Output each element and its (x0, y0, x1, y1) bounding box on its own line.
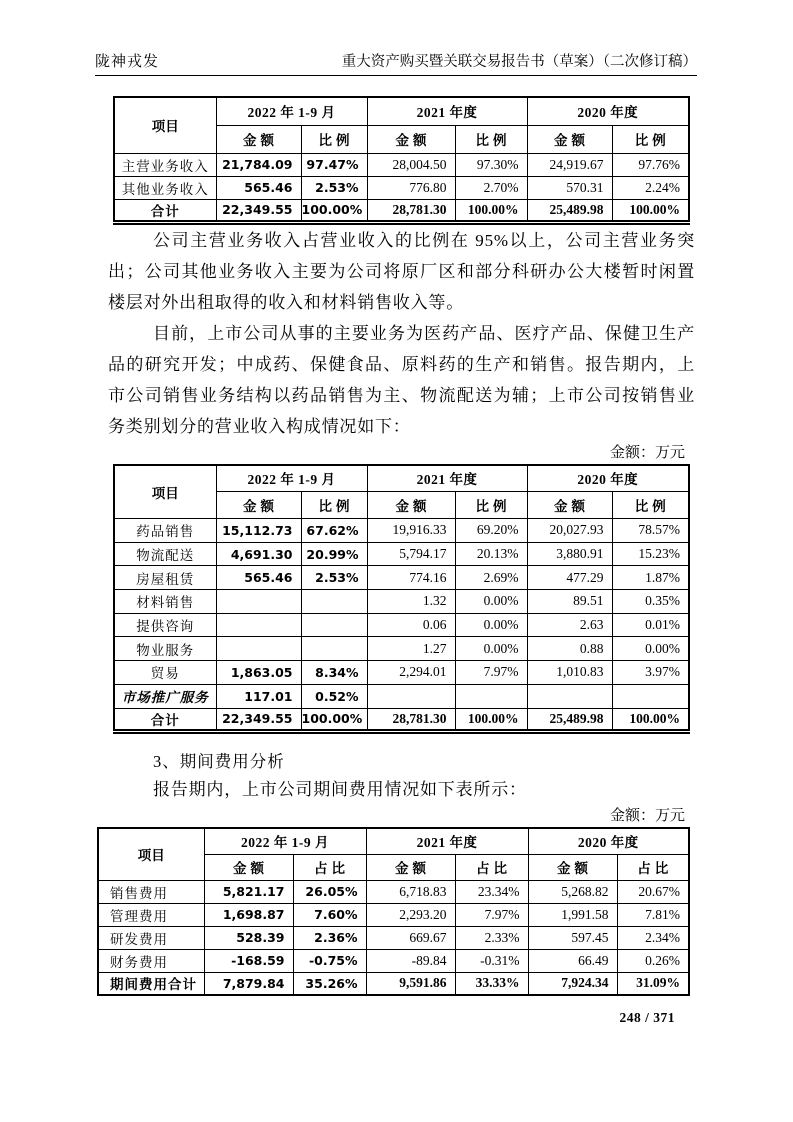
cell-value: 0.00% (455, 613, 527, 637)
cell-value: 100.00% (612, 708, 689, 732)
cell-value: 24,919.67 (527, 153, 612, 176)
cell-value: 565.46 (216, 176, 301, 199)
cell-value: 100.00% (455, 199, 527, 222)
column-header-period: 2021 年度 (366, 828, 528, 854)
cell-value: 0.00% (455, 637, 527, 661)
cell-value: 15,112.73 (216, 519, 301, 543)
paragraph-business-description: 目前，上市公司从事的主要业务为医药产品、医疗产品、保健卫生产品的研究开发；中成药、保健食品、原料药的生产和销售。报告期内，上市公司销售业务结构以药品销售为主、物流配送为辅；上市公司按销售业务类别划分的营业收入构成情况如下： (108, 323, 695, 436)
row-label: 合计 (114, 199, 216, 222)
table-row (114, 176, 689, 199)
cell-value: 1.27 (367, 637, 455, 661)
cell-value: 25,489.98 (527, 199, 612, 222)
cell-value: 2.69% (455, 566, 527, 590)
page-header (95, 53, 697, 76)
column-subheader: 比例 (455, 125, 527, 153)
cell-value: 20.67% (617, 880, 689, 903)
cell-value: 33.33% (455, 972, 528, 995)
paragraph-expense-intro: 报告期内，上市公司期间费用情况如下表所示： (153, 780, 527, 800)
cell-value: 0.00% (612, 637, 689, 661)
cell-value: 2.53% (301, 176, 367, 199)
row-label: 管理费用 (98, 903, 204, 926)
table-row (114, 542, 689, 566)
cell-value: 3.97% (612, 661, 689, 685)
column-subheader: 金额 (527, 492, 612, 519)
table-row (114, 566, 689, 590)
cell-value: 7.81% (617, 903, 689, 926)
column-subheader: 占比 (617, 854, 689, 880)
cell-value: 2.33% (455, 926, 528, 949)
cell-value: 0.88 (527, 637, 612, 661)
unit-label: 金额：万元 (609, 444, 685, 461)
row-label: 财务费用 (98, 949, 204, 972)
cell-value: 20.13% (455, 542, 527, 566)
column-subheader: 金额 (528, 854, 617, 880)
cell-value: 15.23% (612, 542, 689, 566)
cell-value: 69.20% (455, 519, 527, 543)
column-header-period: 2021 年度 (367, 465, 527, 492)
row-label: 房屋租赁 (114, 566, 216, 590)
cell-value (301, 590, 367, 614)
cell-value: 67.62% (301, 519, 367, 543)
row-label: 销售费用 (98, 880, 204, 903)
cell-value: 2,294.01 (367, 661, 455, 685)
cell-value: 26.05% (293, 880, 366, 903)
cell-value: 9,591.86 (366, 972, 455, 995)
period-expenses-table (97, 827, 690, 996)
cell-value (301, 637, 367, 661)
section-heading: 3、期间费用分析 (153, 752, 285, 772)
table-row (98, 949, 689, 972)
cell-value: 100.00% (301, 199, 367, 222)
column-subheader: 比例 (301, 125, 367, 153)
column-header-period: 2021 年度 (367, 97, 527, 125)
cell-value: 2.36% (293, 926, 366, 949)
cell-value: -0.31% (455, 949, 528, 972)
row-label: 贸易 (114, 661, 216, 685)
cell-value: 0.00% (455, 590, 527, 614)
cell-value: 23.34% (455, 880, 528, 903)
column-subheader: 占比 (455, 854, 528, 880)
unit-label-2: 金额：万元 (609, 808, 685, 825)
column-header-period: 2022 年 1-9 月 (216, 97, 367, 125)
table-row (114, 153, 689, 176)
table-row (114, 590, 689, 614)
cell-value: 776.80 (367, 176, 455, 199)
revenue-structure-table (113, 96, 690, 225)
column-header-period: 2022 年 1-9 月 (216, 465, 367, 492)
cell-value (216, 637, 301, 661)
cell-value: 6,718.83 (366, 880, 455, 903)
column-header-period: 2020 年度 (527, 97, 689, 125)
cell-value: 597.45 (528, 926, 617, 949)
column-header-item: 项目 (98, 828, 204, 880)
table-row (114, 519, 689, 543)
cell-value: 0.52% (301, 684, 367, 708)
table-row (98, 972, 689, 995)
table-row (114, 684, 689, 708)
cell-value: 5,268.82 (528, 880, 617, 903)
column-subheader: 金额 (367, 492, 455, 519)
column-header-period: 2020 年度 (527, 465, 689, 492)
cell-value: 7.97% (455, 661, 527, 685)
cell-value: 19,916.33 (367, 519, 455, 543)
cell-value: 7.60% (293, 903, 366, 926)
cell-value: 2.34% (617, 926, 689, 949)
cell-value: 21,784.09 (216, 153, 301, 176)
cell-value: 1,991.58 (528, 903, 617, 926)
cell-value: 669.67 (366, 926, 455, 949)
row-label: 药品销售 (114, 519, 216, 543)
cell-value (216, 613, 301, 637)
page-number: 248 / 371 (619, 1010, 675, 1026)
cell-value: 4,691.30 (216, 542, 301, 566)
cell-value (612, 684, 689, 708)
column-subheader: 金额 (204, 854, 293, 880)
cell-value: 5,794.17 (367, 542, 455, 566)
table-row (114, 708, 689, 732)
column-subheader: 比例 (301, 492, 367, 519)
cell-value: 7.97% (455, 903, 528, 926)
cell-value: 28,781.30 (367, 199, 455, 222)
row-label: 物业服务 (114, 637, 216, 661)
row-label: 提供咨询 (114, 613, 216, 637)
table-row (114, 661, 689, 685)
row-label: 市场推广服务 (114, 684, 216, 708)
cell-value: 0.35% (612, 590, 689, 614)
header-document-title: 重大资产购买暨关联交易报告书（草案）（二次修订稿） (341, 54, 697, 70)
revenue-by-category-table (113, 464, 690, 735)
column-header-period: 2022 年 1-9 月 (204, 828, 366, 854)
cell-value: 28,004.50 (367, 153, 455, 176)
cell-value (216, 590, 301, 614)
table-row (114, 199, 689, 222)
cell-value: 31.09% (617, 972, 689, 995)
cell-value: 100.00% (455, 708, 527, 732)
cell-value: 570.31 (527, 176, 612, 199)
column-subheader: 金额 (527, 125, 612, 153)
cell-value: 97.47% (301, 153, 367, 176)
cell-value (455, 684, 527, 708)
cell-value: 22,349.55 (216, 199, 301, 222)
cell-value: 2.53% (301, 566, 367, 590)
cell-value: 2.24% (612, 176, 689, 199)
cell-value: 7,879.84 (204, 972, 293, 995)
table-row (114, 637, 689, 661)
table-row (98, 880, 689, 903)
cell-value: 5,821.17 (204, 880, 293, 903)
column-subheader: 占比 (293, 854, 366, 880)
cell-value (527, 684, 612, 708)
cell-value: 100.00% (612, 199, 689, 222)
cell-value: -168.59 (204, 949, 293, 972)
cell-value: 8.34% (301, 661, 367, 685)
cell-value: 117.01 (216, 684, 301, 708)
cell-value: 7,924.34 (528, 972, 617, 995)
cell-value: 1.32 (367, 590, 455, 614)
header-company-name: 陇神戎发 (95, 54, 160, 70)
column-header-period: 2020 年度 (528, 828, 689, 854)
cell-value: 2.70% (455, 176, 527, 199)
column-subheader: 比例 (455, 492, 527, 519)
column-subheader: 比例 (612, 125, 689, 153)
cell-value: 28,781.30 (367, 708, 455, 732)
cell-value: -0.75% (293, 949, 366, 972)
column-header-item: 项目 (114, 465, 216, 519)
column-subheader: 金额 (366, 854, 455, 880)
cell-value: 25,489.98 (527, 708, 612, 732)
row-label: 其他业务收入 (114, 176, 216, 199)
cell-value: 0.26% (617, 949, 689, 972)
cell-value: 1.87% (612, 566, 689, 590)
table-row (114, 613, 689, 637)
row-label: 物流配送 (114, 542, 216, 566)
cell-value: 3,880.91 (527, 542, 612, 566)
row-label: 主营业务收入 (114, 153, 216, 176)
cell-value: 66.49 (528, 949, 617, 972)
column-subheader: 比例 (612, 492, 689, 519)
column-subheader: 金额 (216, 492, 301, 519)
cell-value: 2,293.20 (366, 903, 455, 926)
cell-value: 1,010.83 (527, 661, 612, 685)
cell-value (367, 684, 455, 708)
cell-value: -89.84 (366, 949, 455, 972)
cell-value: 22,349.55 (216, 708, 301, 732)
cell-value: 1,698.87 (204, 903, 293, 926)
cell-value: 528.39 (204, 926, 293, 949)
paragraph-revenue-analysis: 公司主营业务收入占营业收入的比例在 95%以上，公司主营业务突出；公司其他业务收入主要为公司将原厂区和部分科研办公大楼暂时闲置楼层对外出租取得的收入和材料销售收入等。 (108, 230, 695, 312)
cell-value: 20.99% (301, 542, 367, 566)
table-row (98, 926, 689, 949)
cell-value: 2.63 (527, 613, 612, 637)
column-header-item: 项目 (114, 97, 216, 153)
cell-value: 565.46 (216, 566, 301, 590)
table-row (98, 903, 689, 926)
row-label: 材料销售 (114, 590, 216, 614)
cell-value: 0.06 (367, 613, 455, 637)
cell-value: 89.51 (527, 590, 612, 614)
cell-value: 78.57% (612, 519, 689, 543)
cell-value: 35.26% (293, 972, 366, 995)
column-subheader: 金额 (367, 125, 455, 153)
cell-value: 774.16 (367, 566, 455, 590)
cell-value (301, 613, 367, 637)
row-label: 合计 (114, 708, 216, 732)
cell-value: 1,863.05 (216, 661, 301, 685)
cell-value: 477.29 (527, 566, 612, 590)
column-subheader: 金额 (216, 125, 301, 153)
cell-value: 97.30% (455, 153, 527, 176)
cell-value: 20,027.93 (527, 519, 612, 543)
cell-value: 97.76% (612, 153, 689, 176)
cell-value: 0.01% (612, 613, 689, 637)
cell-value: 100.00% (301, 708, 367, 732)
row-label: 期间费用合计 (98, 972, 204, 995)
row-label: 研发费用 (98, 926, 204, 949)
